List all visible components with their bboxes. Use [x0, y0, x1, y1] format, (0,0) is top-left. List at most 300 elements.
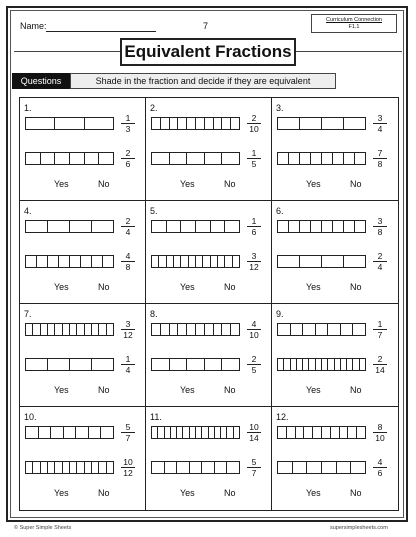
fraction-label: [247, 457, 261, 478]
fraction-denominator: 12: [249, 262, 259, 272]
fraction-bar-segment[interactable]: [161, 118, 170, 129]
fraction-bar-segment[interactable]: [167, 221, 182, 232]
fraction-numerator: 10: [121, 457, 135, 468]
no-option[interactable]: No: [350, 488, 362, 498]
problem-number: 5.: [150, 206, 158, 216]
fraction-bar-segment[interactable]: [231, 324, 239, 335]
fraction-bar[interactable]: [151, 323, 240, 336]
fraction-bar-segment[interactable]: [48, 221, 70, 232]
fraction-bar-segment[interactable]: [77, 324, 84, 335]
fraction-bar-segment[interactable]: [81, 256, 92, 267]
fraction-denominator: 12: [123, 468, 133, 478]
fraction-numerator: 3: [373, 113, 387, 124]
fraction-bar-segment[interactable]: [26, 118, 55, 129]
fraction-numerator: 8: [373, 422, 387, 433]
fraction-bar-segment[interactable]: [187, 118, 196, 129]
fraction-bar-segment[interactable]: [300, 118, 322, 129]
fraction-bar[interactable]: [277, 461, 366, 474]
fraction-bar-segment[interactable]: [70, 153, 85, 164]
fraction-bar-segment[interactable]: [26, 427, 39, 438]
fraction-bar-segment[interactable]: [85, 462, 92, 473]
fraction-bar-segment[interactable]: [278, 427, 287, 438]
fraction-bar-segment[interactable]: [234, 427, 239, 438]
fraction-bar-segment[interactable]: [211, 256, 218, 267]
fraction-bar-segment[interactable]: [85, 153, 100, 164]
fraction-bar-segment[interactable]: [278, 324, 291, 335]
fraction-bar-segment[interactable]: [278, 462, 293, 473]
fraction-bar-segment[interactable]: [63, 462, 70, 473]
fraction-bar-segment[interactable]: [85, 324, 92, 335]
fraction-bar-segment[interactable]: [331, 427, 340, 438]
fraction-bar-segment[interactable]: [152, 256, 159, 267]
fraction-bar-segment[interactable]: [307, 462, 322, 473]
fraction-label: [247, 251, 261, 272]
fraction-bar-segment[interactable]: [59, 256, 70, 267]
fraction-bar-segment[interactable]: [51, 427, 64, 438]
yes-option[interactable]: Yes: [54, 282, 69, 292]
curriculum-code: F1.1: [348, 24, 360, 30]
fraction-bar-segment[interactable]: [278, 153, 289, 164]
fraction-bar-segment[interactable]: [348, 427, 357, 438]
yes-option[interactable]: Yes: [54, 179, 69, 189]
fraction-bar[interactable]: [25, 323, 114, 336]
fraction-label: [121, 251, 135, 272]
fraction-bar-segment[interactable]: [48, 462, 55, 473]
fraction-denominator: 4: [125, 227, 131, 237]
problem-cell: [146, 407, 272, 510]
problem-cell: [20, 201, 146, 304]
fraction-numerator: 5: [121, 422, 135, 433]
fraction-bar-segment[interactable]: [99, 324, 106, 335]
fraction-numerator: 1: [247, 216, 261, 227]
yes-option[interactable]: Yes: [54, 385, 69, 395]
fraction-bar-segment[interactable]: [33, 324, 40, 335]
fraction-label: [373, 319, 387, 340]
fraction-denominator: 10: [249, 330, 259, 340]
fraction-bar-segment[interactable]: [181, 256, 188, 267]
fraction-bar-segment[interactable]: [293, 462, 308, 473]
fraction-bar-segment[interactable]: [322, 462, 337, 473]
fraction-bar-segment[interactable]: [214, 118, 223, 129]
no-option[interactable]: No: [98, 179, 110, 189]
fraction-bar-segment[interactable]: [205, 153, 223, 164]
fraction-bar-segment[interactable]: [70, 324, 77, 335]
fraction-bar-segment[interactable]: [304, 427, 313, 438]
fraction-denominator: 8: [125, 262, 131, 272]
fraction-bar-segment[interactable]: [99, 462, 106, 473]
fraction-bar-segment[interactable]: [48, 256, 59, 267]
fraction-bar-segment[interactable]: [344, 118, 365, 129]
fraction-denominator: 7: [377, 330, 383, 340]
fraction-bar-segment[interactable]: [178, 118, 187, 129]
fraction-bar-segment[interactable]: [159, 256, 166, 267]
fraction-bar-segment[interactable]: [313, 427, 322, 438]
fraction-bar-segment[interactable]: [357, 427, 365, 438]
fraction-bar-segment[interactable]: [70, 462, 77, 473]
problem-cell: [146, 201, 272, 304]
fraction-bar-segment[interactable]: [167, 256, 174, 267]
fraction-bar-segment[interactable]: [225, 221, 239, 232]
fraction-denominator: 8: [377, 227, 383, 237]
fraction-label: [247, 113, 261, 134]
fraction-bar-segment[interactable]: [215, 462, 228, 473]
fraction-bar-segment[interactable]: [177, 462, 190, 473]
fraction-bar-segment[interactable]: [333, 221, 344, 232]
problem-cell: [272, 98, 398, 201]
fraction-numerator: 7: [373, 148, 387, 159]
fraction-bar-segment[interactable]: [55, 324, 62, 335]
fraction-bar-segment[interactable]: [322, 153, 333, 164]
fraction-bar-segment[interactable]: [187, 359, 205, 370]
no-option[interactable]: No: [98, 488, 110, 498]
fraction-bar[interactable]: [25, 255, 114, 268]
fraction-numerator: 3: [373, 216, 387, 227]
fraction-bar-segment[interactable]: [152, 462, 165, 473]
fraction-bar-segment[interactable]: [322, 256, 344, 267]
fraction-bar-segment[interactable]: [107, 324, 113, 335]
fraction-denominator: 7: [251, 468, 257, 478]
fraction-bar-segment[interactable]: [205, 359, 223, 370]
no-option[interactable]: No: [224, 488, 236, 498]
fraction-numerator: 5: [247, 457, 261, 468]
fraction-bar-segment[interactable]: [26, 256, 37, 267]
fraction-label: [373, 251, 387, 272]
fraction-bar-segment[interactable]: [222, 359, 239, 370]
fraction-numerator: 3: [247, 251, 261, 262]
fraction-bar-segment[interactable]: [85, 118, 113, 129]
fraction-bar-segment[interactable]: [278, 256, 300, 267]
fraction-bar-segment[interactable]: [187, 324, 196, 335]
problem-number: 12.: [276, 412, 289, 422]
problem-number: 8.: [150, 309, 158, 319]
fraction-bar-segment[interactable]: [165, 462, 178, 473]
fraction-label: [121, 354, 135, 375]
fraction-bar-segment[interactable]: [48, 359, 70, 370]
fraction-bar-segment[interactable]: [26, 221, 48, 232]
fraction-bar[interactable]: [277, 255, 366, 268]
fraction-numerator: 3: [121, 319, 135, 330]
fraction-bar-segment[interactable]: [303, 324, 316, 335]
problem-cell: [20, 407, 146, 510]
fraction-bar[interactable]: [277, 358, 366, 371]
fraction-label: [121, 216, 135, 237]
fraction-bar-segment[interactable]: [77, 462, 84, 473]
fraction-bar-segment[interactable]: [344, 153, 355, 164]
fraction-bar-segment[interactable]: [189, 256, 196, 267]
fraction-bar-segment[interactable]: [278, 118, 300, 129]
fraction-bar-segment[interactable]: [316, 324, 329, 335]
fraction-bar-segment[interactable]: [205, 118, 214, 129]
fraction-bar-segment[interactable]: [161, 324, 170, 335]
problem-number: 1.: [24, 103, 32, 113]
no-option[interactable]: No: [350, 385, 362, 395]
fraction-bar-segment[interactable]: [311, 153, 322, 164]
fraction-bar-segment[interactable]: [152, 118, 161, 129]
fraction-denominator: 5: [251, 159, 257, 169]
yes-option[interactable]: Yes: [180, 282, 195, 292]
fraction-denominator: 4: [377, 124, 383, 134]
fraction-bar-segment[interactable]: [196, 221, 211, 232]
fraction-bar[interactable]: [277, 220, 366, 233]
fraction-numerator: 2: [247, 354, 261, 365]
fraction-bar-segment[interactable]: [300, 153, 311, 164]
yes-option[interactable]: Yes: [306, 488, 321, 498]
fraction-bar-segment[interactable]: [225, 256, 232, 267]
yes-option[interactable]: Yes: [180, 385, 195, 395]
fraction-bar-segment[interactable]: [92, 359, 113, 370]
fraction-bar-segment[interactable]: [328, 324, 341, 335]
fraction-bar-segment[interactable]: [26, 462, 33, 473]
fraction-bar-segment[interactable]: [181, 221, 196, 232]
no-option[interactable]: No: [224, 179, 236, 189]
fraction-bar[interactable]: [277, 323, 366, 336]
fraction-bar-segment[interactable]: [37, 256, 48, 267]
fraction-bar-segment[interactable]: [291, 324, 304, 335]
fraction-bar[interactable]: [277, 152, 366, 165]
fraction-bar[interactable]: [151, 426, 240, 439]
no-option[interactable]: No: [98, 385, 110, 395]
fraction-bar-segment[interactable]: [63, 324, 70, 335]
fraction-bar-segment[interactable]: [174, 256, 181, 267]
problem-grid: [19, 97, 399, 511]
fraction-bar-segment[interactable]: [26, 153, 41, 164]
fraction-bar[interactable]: [151, 117, 240, 130]
fraction-bar-segment[interactable]: [218, 256, 225, 267]
fraction-bar-segment[interactable]: [214, 324, 223, 335]
fraction-bar[interactable]: [277, 117, 366, 130]
fraction-bar-segment[interactable]: [344, 221, 355, 232]
fraction-denominator: 7: [125, 433, 131, 443]
fraction-bar-segment[interactable]: [70, 256, 81, 267]
fraction-bar-segment[interactable]: [203, 256, 210, 267]
fraction-bar-segment[interactable]: [152, 324, 161, 335]
fraction-bar-segment[interactable]: [33, 462, 40, 473]
problem-number: 2.: [150, 103, 158, 113]
no-option[interactable]: No: [98, 282, 110, 292]
fraction-bar-segment[interactable]: [41, 324, 48, 335]
yes-option[interactable]: Yes: [306, 385, 321, 395]
problem-cell: [146, 98, 272, 201]
problem-number: 3.: [276, 103, 284, 113]
fraction-bar-segment[interactable]: [233, 256, 239, 267]
fraction-bar[interactable]: [25, 358, 114, 371]
fraction-bar-segment[interactable]: [92, 221, 113, 232]
fraction-bar-segment[interactable]: [103, 256, 113, 267]
no-option[interactable]: No: [224, 385, 236, 395]
fraction-denominator: 6: [125, 159, 131, 169]
fraction-bar[interactable]: [25, 426, 114, 439]
fraction-bar-segment[interactable]: [278, 221, 289, 232]
fraction-denominator: 3: [125, 124, 131, 134]
fraction-bar[interactable]: [151, 358, 240, 371]
fraction-numerator: 2: [121, 148, 135, 159]
fraction-numerator: 2: [373, 251, 387, 262]
fraction-numerator: 2: [373, 354, 387, 365]
fraction-bar-segment[interactable]: [333, 153, 344, 164]
fraction-bar-segment[interactable]: [48, 324, 55, 335]
fraction-bar-segment[interactable]: [341, 324, 354, 335]
curriculum-connection-title: Curriculum Connection: [326, 17, 382, 23]
fraction-bar-segment[interactable]: [222, 153, 239, 164]
name-field-line[interactable]: [46, 31, 156, 32]
fraction-bar-segment[interactable]: [202, 462, 215, 473]
fraction-bar-segment[interactable]: [152, 153, 170, 164]
fraction-bar-segment[interactable]: [205, 324, 214, 335]
fraction-numerator: 10: [247, 422, 261, 433]
fraction-denominator: 10: [249, 124, 259, 134]
fraction-bar-segment[interactable]: [55, 118, 84, 129]
fraction-bar-segment[interactable]: [344, 256, 365, 267]
fraction-bar-segment[interactable]: [227, 462, 239, 473]
fraction-denominator: 14: [249, 433, 259, 443]
fraction-numerator: 2: [247, 113, 261, 124]
fraction-bar-segment[interactable]: [289, 221, 300, 232]
fraction-bar-segment[interactable]: [55, 462, 62, 473]
fraction-bar-segment[interactable]: [311, 221, 322, 232]
fraction-bar[interactable]: [151, 220, 240, 233]
fraction-bar-segment[interactable]: [190, 462, 203, 473]
no-option[interactable]: No: [224, 282, 236, 292]
fraction-bar[interactable]: [25, 461, 114, 474]
fraction-numerator: 4: [373, 457, 387, 468]
fraction-bar-segment[interactable]: [222, 324, 231, 335]
footer-copyright: © Super Simple Sheets: [14, 525, 72, 531]
fraction-numerator: 1: [121, 113, 135, 124]
fraction-bar-segment[interactable]: [170, 153, 188, 164]
fraction-label: [247, 216, 261, 237]
fraction-label: [121, 422, 135, 443]
fraction-label: [373, 148, 387, 169]
fraction-bar-segment[interactable]: [300, 221, 311, 232]
fraction-bar-segment[interactable]: [39, 427, 52, 438]
fraction-bar-segment[interactable]: [196, 256, 203, 267]
problem-number: 10.: [24, 412, 37, 422]
fraction-label: [121, 457, 135, 478]
fraction-bar-segment[interactable]: [107, 462, 113, 473]
fraction-bar-segment[interactable]: [26, 359, 48, 370]
fraction-bar-segment[interactable]: [351, 462, 365, 473]
fraction-bar-segment[interactable]: [296, 427, 305, 438]
fraction-bar-segment[interactable]: [178, 324, 187, 335]
fraction-bar-segment[interactable]: [170, 359, 188, 370]
fraction-bar-segment[interactable]: [152, 359, 170, 370]
fraction-bar-segment[interactable]: [70, 359, 92, 370]
fraction-bar-segment[interactable]: [353, 324, 365, 335]
fraction-bar[interactable]: [25, 152, 114, 165]
fraction-denominator: 8: [377, 159, 383, 169]
fraction-denominator: 4: [125, 365, 131, 375]
fraction-bar-segment[interactable]: [360, 359, 365, 370]
fraction-bar-segment[interactable]: [92, 256, 103, 267]
page-title: Equivalent Fractions: [120, 38, 296, 66]
fraction-label: [373, 354, 387, 375]
fraction-bar-segment[interactable]: [170, 118, 179, 129]
questions-instruction: Shade in the fraction and decide if they are equivalent: [70, 73, 336, 89]
yes-option[interactable]: Yes: [306, 282, 321, 292]
fraction-bar-segment[interactable]: [152, 221, 167, 232]
fraction-bar-segment[interactable]: [92, 324, 99, 335]
fraction-bar-segment[interactable]: [340, 427, 349, 438]
fraction-bar[interactable]: [25, 220, 114, 233]
fraction-bar-segment[interactable]: [92, 462, 99, 473]
problem-number: 11.: [150, 412, 162, 422]
fraction-denominator: 6: [251, 227, 257, 237]
fraction-label: [373, 457, 387, 478]
fraction-bar-segment[interactable]: [55, 153, 70, 164]
fraction-bar[interactable]: [277, 426, 366, 439]
no-option[interactable]: No: [350, 179, 362, 189]
page-number: 7: [203, 21, 209, 31]
fraction-bar-segment[interactable]: [41, 153, 56, 164]
fraction-bar-segment[interactable]: [287, 427, 296, 438]
fraction-label: [247, 319, 261, 340]
fraction-bar-segment[interactable]: [322, 427, 331, 438]
name-label: Name:: [20, 21, 47, 31]
footer-website: supersimplesheets.com: [330, 525, 388, 531]
fraction-bar-segment[interactable]: [76, 427, 89, 438]
problem-cell: [272, 304, 398, 407]
fraction-bar[interactable]: [151, 152, 240, 165]
fraction-bar-segment[interactable]: [187, 153, 205, 164]
yes-option[interactable]: Yes: [180, 488, 195, 498]
problem-cell: [272, 201, 398, 304]
fraction-bar-segment[interactable]: [355, 221, 365, 232]
fraction-bar-segment[interactable]: [196, 118, 205, 129]
fraction-bar-segment[interactable]: [337, 462, 352, 473]
fraction-bar-segment[interactable]: [196, 324, 205, 335]
fraction-bar-segment[interactable]: [322, 118, 344, 129]
fraction-bar[interactable]: [151, 461, 240, 474]
fraction-bar-segment[interactable]: [231, 118, 239, 129]
problem-cell: [20, 98, 146, 201]
fraction-bar-segment[interactable]: [211, 221, 226, 232]
problem-number: 6.: [276, 206, 284, 216]
fraction-bar-segment[interactable]: [170, 324, 179, 335]
fraction-label: [373, 422, 387, 443]
fraction-numerator: 1: [121, 354, 135, 365]
fraction-denominator: 5: [251, 365, 257, 375]
fraction-bar[interactable]: [25, 117, 114, 130]
fraction-bar-segment[interactable]: [64, 427, 77, 438]
yes-option[interactable]: Yes: [306, 179, 321, 189]
fraction-bar-segment[interactable]: [222, 118, 231, 129]
problem-number: 4.: [24, 206, 32, 216]
problem-number: 9.: [276, 309, 284, 319]
yes-option[interactable]: Yes: [180, 179, 195, 189]
curriculum-connection-box: [311, 14, 397, 33]
fraction-label: [121, 319, 135, 340]
yes-option[interactable]: Yes: [54, 488, 69, 498]
fraction-denominator: 12: [123, 330, 133, 340]
fraction-bar-segment[interactable]: [300, 256, 322, 267]
fraction-bar-segment[interactable]: [322, 221, 333, 232]
no-option[interactable]: No: [350, 282, 362, 292]
fraction-label: [247, 354, 261, 375]
fraction-denominator: 10: [375, 433, 385, 443]
fraction-bar-segment[interactable]: [289, 153, 300, 164]
fraction-bar-segment[interactable]: [89, 427, 102, 438]
fraction-label: [121, 113, 135, 134]
problem-cell: [20, 304, 146, 407]
fraction-bar-segment[interactable]: [101, 427, 113, 438]
fraction-bar[interactable]: [151, 255, 240, 268]
fraction-bar-segment[interactable]: [355, 153, 365, 164]
fraction-bar-segment[interactable]: [26, 324, 33, 335]
fraction-bar-segment[interactable]: [70, 221, 92, 232]
fraction-bar-segment[interactable]: [99, 153, 113, 164]
fraction-label: [373, 216, 387, 237]
fraction-bar-segment[interactable]: [41, 462, 48, 473]
